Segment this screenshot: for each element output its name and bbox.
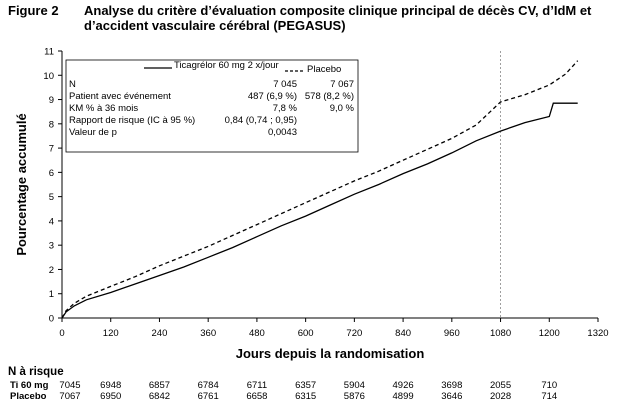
legend-row-ticagrelor-value: 7,8 %: [272, 103, 297, 114]
legend-series2-label: Placebo: [307, 64, 342, 75]
figure-label: Figure 2: [8, 3, 59, 18]
x-tick-label: 0: [59, 328, 65, 339]
legend-row-ticagrelor-value: 0,84 (0,74 ; 0,95): [224, 115, 297, 126]
risk-value: 5876: [343, 391, 365, 402]
y-tick-label: 4: [48, 216, 54, 228]
y-tick-label: 11: [44, 46, 54, 58]
legend-row-placebo-value: 7 067: [330, 79, 354, 90]
y-tick-label: 1: [48, 289, 54, 301]
y-tick-label: 5: [48, 192, 54, 204]
risk-value: 6761: [197, 391, 219, 402]
y-tick-label: 7: [48, 143, 54, 155]
risk-value: 7045: [59, 380, 81, 391]
legend-row-ticagrelor-value: 7 045: [273, 79, 297, 90]
x-tick-label: 360: [200, 328, 217, 339]
legend-row-label: Rapport de risque (IC à 95 %): [69, 115, 196, 126]
x-tick-label: 600: [297, 328, 314, 339]
risk-value: 2055: [489, 380, 512, 391]
risk-value: 6784: [197, 380, 219, 391]
legend-row-label: Valeur de p: [69, 127, 117, 138]
risk-value: 6357: [295, 380, 317, 391]
risk-value: 2028: [489, 391, 512, 402]
risk-table-title: N à risque: [8, 366, 64, 378]
y-axis-title: Pourcentage accumulé: [14, 113, 29, 256]
y-tick-label: 6: [48, 167, 54, 179]
legend-row-placebo-value: 578 (8,2 %): [304, 91, 354, 102]
x-tick-label: 1320: [587, 328, 609, 339]
y-tick-label: 0: [48, 313, 54, 325]
x-axis-title: Jours depuis la randomisation: [235, 346, 425, 361]
x-tick-label: 1200: [538, 328, 560, 339]
x-tick-label: 240: [151, 328, 168, 339]
x-tick-label: 480: [248, 328, 265, 339]
risk-value: 6658: [246, 391, 268, 402]
risk-value: 5904: [343, 380, 365, 391]
legend-row-placebo-value: 9,0 %: [329, 103, 354, 114]
y-tick-label: 2: [48, 264, 54, 276]
x-tick-label: 840: [395, 328, 412, 339]
risk-row-label: Placebo: [10, 391, 47, 402]
risk-value: 6948: [100, 380, 122, 391]
legend-row-label: KM % à 36 mois: [69, 103, 139, 114]
figure-title-line2: d’accident vasculaire cérébral (PEGASUS): [84, 18, 346, 33]
x-tick-label: 1080: [489, 328, 512, 339]
risk-value: 710: [541, 380, 558, 391]
risk-value: 6842: [148, 391, 171, 402]
risk-value: 4926: [392, 380, 414, 391]
y-tick-label: 10: [43, 70, 54, 82]
legend-row-ticagrelor-value: 487 (6,9 %): [247, 91, 297, 102]
y-tick-label: 9: [48, 95, 54, 107]
x-tick-label: 120: [102, 328, 119, 339]
y-tick-label: 8: [48, 119, 54, 131]
legend-row-label: Patient avec événement: [69, 91, 171, 102]
risk-value: 3646: [441, 391, 463, 402]
risk-value: 6857: [148, 380, 171, 391]
x-tick-label: 960: [443, 328, 460, 339]
x-tick-label: 720: [346, 328, 363, 339]
legend-row-ticagrelor-value: 0,0043: [267, 127, 297, 138]
risk-value: 4899: [392, 391, 414, 402]
risk-value: 6315: [295, 391, 317, 402]
risk-row-label: Ti 60 mg: [10, 380, 49, 391]
risk-value: 6950: [100, 391, 122, 402]
figure-title-line1: Analyse du critère d’évaluation composite clinique principal de décès CV, d’IdM et: [84, 3, 592, 18]
risk-value: 7067: [59, 391, 81, 402]
y-tick-label: 3: [48, 240, 54, 252]
risk-value: 6711: [246, 380, 268, 391]
legend-row-label: N: [69, 79, 76, 90]
legend-series1-label: Ticagrélor 60 mg 2 x/jour: [174, 60, 279, 71]
risk-value: 714: [541, 391, 558, 402]
risk-value: 3698: [441, 380, 463, 391]
